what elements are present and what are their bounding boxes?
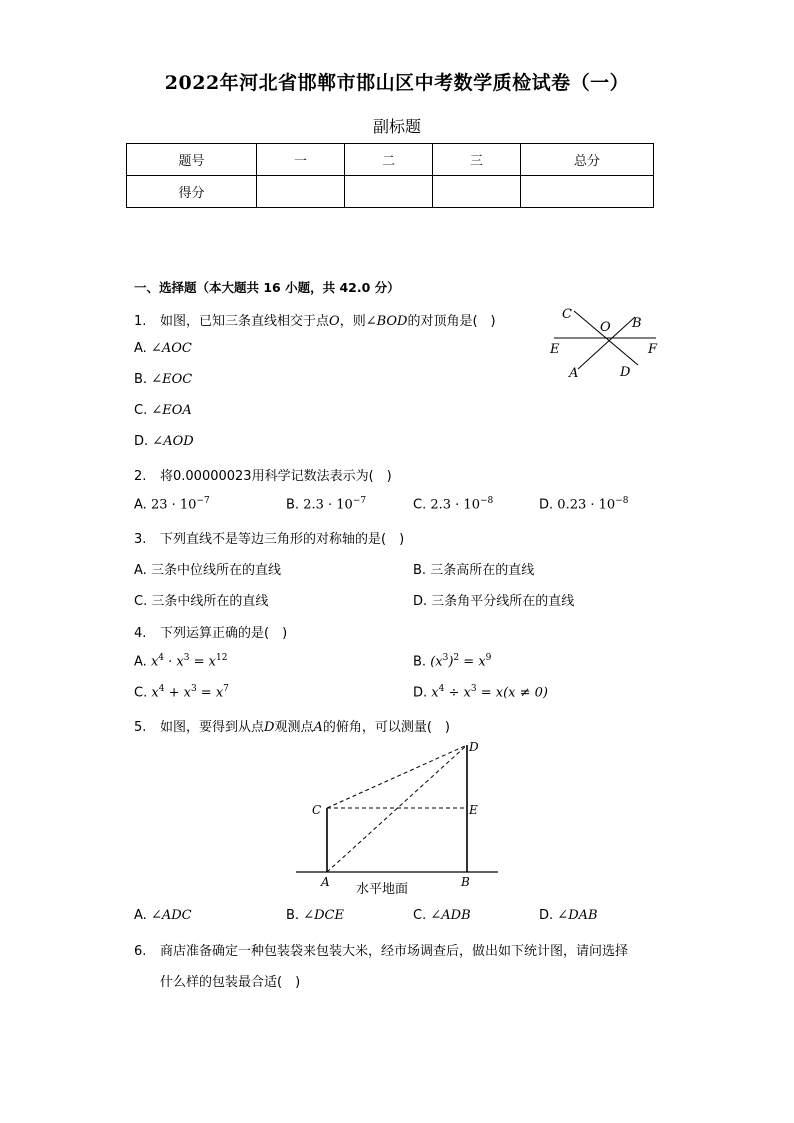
option-label: A. [134,563,147,578]
option-label: B. [286,908,300,923]
label-d: D [620,365,631,380]
option-label: C. [134,403,148,418]
option-d[interactable] [413,684,548,700]
option-label: A. [134,497,147,513]
question-3 [134,528,404,547]
option-value: ∠AOD [152,434,194,449]
q5-depression-angle-figure [290,736,505,898]
exponent: 4 [158,653,165,663]
option-c[interactable] [413,908,471,923]
page-subtitle: 副标题 [372,117,421,136]
option-a[interactable] [134,559,281,578]
option-label: D. [413,685,428,701]
math-term: ) [448,654,454,670]
option-value: ∠AOC [150,341,192,356]
question-text: 的俯角，可以测量( ) [322,720,451,735]
section-heading: 一、选择题（本大题共 16 小题，共 42.0 分） [134,280,400,295]
question-text: ，则 [339,314,366,329]
option-label: C. [413,908,427,923]
math-term: = x [196,685,224,701]
math-angle: ∠BOD [365,314,408,329]
option-a[interactable] [134,908,192,923]
math-term: (x [430,654,443,670]
option-b[interactable] [286,908,344,923]
option-label: D. [413,594,428,609]
score-input-cell [257,176,345,208]
option-c[interactable] [134,684,229,700]
exponent: 12 [215,653,228,663]
label-e: E [469,803,478,817]
option-value: ∠ADC [150,908,192,923]
option-value: 三条高所在的直线 [430,563,535,578]
score-table-header-row [127,144,654,176]
label-b: B [632,316,642,331]
math-term: · x [164,654,184,670]
score-table [126,143,654,208]
option-value: 23 · 10 [150,497,197,513]
option-label: B. [413,563,427,578]
question-6-continued: 什么样的包装最合适( ) [160,975,301,990]
question-number: 1. [134,314,147,329]
option-c[interactable] [413,496,493,512]
option-value: 0.23 · 10 [557,497,616,513]
ground-label: 水平地面 [356,882,409,897]
exponent: 3 [190,684,197,694]
label-c: C [312,803,322,817]
label-b: B [461,875,470,889]
score-table-cell: 三 [433,144,521,176]
question-5 [134,716,450,735]
option-c[interactable] [134,590,268,609]
option-b[interactable] [134,372,192,387]
option-d[interactable] [539,908,598,923]
exponent: −7 [196,496,210,506]
option-value: 三条角平分线所在的直线 [431,594,575,609]
exponent: 2 [453,653,460,663]
question-6 [134,940,628,959]
question-1 [134,310,496,329]
option-value: 2.3 · 10 [430,497,480,513]
option-value: ∠EOA [151,403,192,418]
exponent: −8 [479,496,494,506]
score-input-cell [433,176,521,208]
option-b[interactable] [286,496,366,512]
option-value: ∠DAB [557,908,598,923]
math-term: ÷ x [444,685,471,701]
exponent: 3 [183,653,190,663]
question-text: 如图，要得到从点 [160,720,265,735]
math-point: O [329,314,340,329]
score-table-cell: 一 [257,144,345,176]
option-label: A. [134,341,147,356]
option-label: C. [134,685,148,701]
option-value: 2.3 · 10 [303,497,353,513]
question-text: 的对顶角是( ) [407,314,496,329]
option-d[interactable] [413,590,574,609]
score-table-cell: 得分 [127,176,257,208]
exponent: −7 [352,496,367,506]
label-f: F [648,342,658,357]
option-value: 三条中线所在的直线 [151,594,269,609]
option-label: C. [134,594,148,609]
score-table-score-row [127,176,654,208]
math-point: D [264,720,275,735]
option-value: 三条中位线所在的直线 [150,563,281,578]
option-label: B. [286,497,300,513]
option-a[interactable] [134,653,227,669]
score-table-cell: 总分 [521,144,654,176]
option-d[interactable] [134,434,194,449]
option-c[interactable] [134,403,192,418]
exponent: 4 [438,684,445,694]
math-term: + x [164,685,191,701]
score-input-cell [521,176,654,208]
option-label: D. [539,497,554,513]
question-2 [134,465,392,484]
label-c: C [562,307,572,322]
question-number: 2. [134,469,147,484]
math-point: A [313,720,323,735]
page-title: 2022年河北省邯郸市邯山区中考数学质检试卷（一） [164,72,630,94]
option-b[interactable] [413,559,534,578]
question-text: 如图，已知三条直线相交于点 [160,314,330,329]
option-label: B. [413,654,427,670]
score-table-cell: 二 [345,144,433,176]
score-table-cell: 题号 [127,144,257,176]
option-value: ∠EOC [151,372,193,387]
question-text: 商店准备确定一种包装袋来包装大米，经市场调查后，做出如下统计图，请问选择 [160,944,629,959]
option-a[interactable] [134,496,210,512]
option-d[interactable] [539,496,628,512]
question-text: 将0.00000023用科学记数法表示为( ) [160,469,392,484]
score-input-cell [345,176,433,208]
option-label: B. [134,372,148,387]
option-label: A. [134,654,147,670]
question-text: 下列运算正确的是( ) [160,626,288,641]
option-value: ∠ADB [430,908,471,923]
label-o: O [600,320,611,335]
exponent: −8 [615,496,629,506]
label-e: E [550,342,560,357]
option-label: C. [413,497,427,513]
question-number: 6. [134,944,147,959]
math-term: x [150,654,159,670]
exponent: 7 [223,684,229,694]
exponent: 4 [158,684,165,694]
option-label: D. [539,908,554,923]
question-text: 下列直线不是等边三角形的对称轴的是( ) [160,532,405,547]
question-number: 4. [134,626,147,641]
math-term: = x [459,654,486,670]
math-term: = x(x ≠ 0) [476,685,549,701]
question-number: 3. [134,532,147,547]
label-a: A [321,875,330,889]
option-label: D. [134,434,149,449]
q1-intersecting-lines-figure [540,300,670,385]
exponent: 3 [442,653,449,663]
option-b[interactable] [413,653,491,669]
question-text: 观测点 [274,720,314,735]
exponent: 9 [485,653,492,663]
question-number: 5. [134,720,147,735]
label-a: A [569,366,579,381]
option-value: ∠DCE [303,908,344,923]
option-label: A. [134,908,147,923]
segment-cd [327,745,467,808]
math-term: x [151,685,159,701]
exponent: 3 [470,684,477,694]
math-term: x [431,685,439,701]
question-4 [134,622,287,641]
math-term: = x [189,654,216,670]
label-d: D [469,740,479,754]
option-a[interactable] [134,341,192,356]
